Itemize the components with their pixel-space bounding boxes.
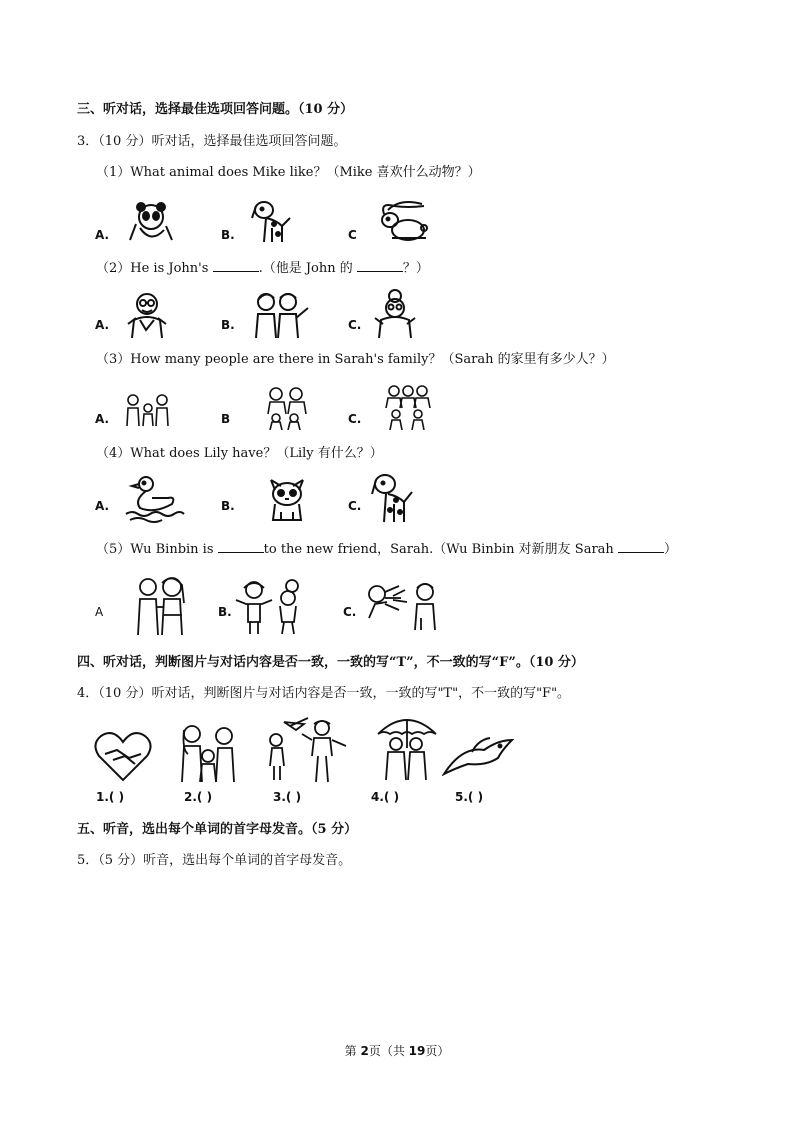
heart-hands-icon (93, 730, 153, 782)
option-c-label: C (348, 228, 357, 242)
answer-blank (213, 259, 259, 272)
section-heading-3: 三、听对话，选择最佳选项回答问题。（10 分） (77, 102, 354, 117)
page-footer (0, 1042, 794, 1059)
item-1-label: 1.( ) (96, 790, 125, 804)
question-5-text (96, 540, 677, 558)
option-b-label: B. (221, 318, 235, 332)
question-2-text-a: （2）He is John's (96, 261, 213, 276)
question-5-text-a: （5）Wu Binbin is (96, 542, 218, 557)
family-four-icon (262, 384, 312, 430)
footer-mid: 页（共 (368, 1044, 409, 1058)
option-c-label: C. (348, 412, 362, 426)
question-5-text-b: to the new friend，Sarah.（Wu Binbin 对新朋友 Sarah (263, 542, 618, 557)
question-2-text-c: ？） (402, 261, 429, 276)
panda-icon (128, 200, 174, 244)
option-b-label: B (221, 412, 231, 426)
cat-icon (265, 476, 309, 522)
question-1-text: （1）What animal does Mike like？（Mike 喜欢什么动物？） (96, 165, 481, 180)
people-talking-icon (262, 716, 352, 784)
question-instruction-5: 5．（5 分）听音，选出每个单词的首字母发音。 (77, 853, 352, 868)
page-total: 19 (408, 1044, 426, 1058)
option-c-label: C. (343, 605, 357, 619)
question-2-text-b: .（他是 John 的 (258, 261, 357, 276)
dog-icon (250, 198, 292, 244)
option-a-label: A. (95, 318, 110, 332)
option-c-label: C. (348, 499, 362, 513)
option-b-label: B. (221, 228, 235, 242)
footer-prefix: 第 (344, 1044, 361, 1058)
dog-icon (370, 472, 414, 524)
family-icon (178, 724, 240, 784)
grandma-icon (373, 288, 417, 338)
answer-blank (357, 259, 403, 272)
option-b-label: B. (218, 605, 232, 619)
father-icon (248, 290, 310, 338)
question-instruction-4: 4．（10 分）听对话，判断图片与对话内容是否一致，一致的写"T"，不一致的写"F"。 (77, 686, 571, 701)
family-five-icon (382, 384, 432, 430)
option-a-label: A. (95, 228, 110, 242)
question-4-text: （4）What does Lily have？（Lily 有什么？） (96, 446, 383, 461)
unfriendly-icon (365, 578, 445, 634)
item-4-label: 4.( ) (371, 790, 400, 804)
duck-icon (124, 474, 186, 524)
footer-suffix: 页） (425, 1044, 450, 1058)
option-a-label: A (95, 605, 104, 619)
question-5-text-c: ） (663, 542, 677, 557)
umbrella-icon (374, 712, 440, 784)
grandpa-icon (124, 290, 170, 338)
family-three-icon (124, 392, 170, 428)
question-instruction-3: 3．（10 分）听对话，选择最佳选项回答问题。 (77, 134, 347, 149)
option-a-label: A. (95, 499, 110, 513)
item-3-label: 3.( ) (273, 790, 302, 804)
question-3-text: （3）How many people are there in Sarah's family？（Sarah 的家里有多少人？） (96, 352, 615, 367)
page-number: 2 (360, 1044, 369, 1058)
section-heading-5: 五、听音，选出每个单词的首字母发音。（5 分） (77, 822, 358, 837)
friendly-icon (232, 578, 312, 636)
kind-icon (134, 575, 188, 637)
question-2-text (96, 259, 429, 277)
answer-blank (618, 540, 664, 553)
option-a-label: A. (95, 412, 110, 426)
option-c-label: C. (348, 318, 362, 332)
item-2-label: 2.( ) (184, 790, 213, 804)
rabbit-icon (378, 200, 430, 242)
answer-blank (218, 540, 264, 553)
option-b-label: B. (221, 499, 235, 513)
section-heading-4: 四、听对话，判断图片与对话内容是否一致，一致的写“T”，不一致的写“F”。（10 分） (77, 655, 584, 670)
bird-icon (442, 736, 514, 778)
item-5-label: 5.( ) (455, 790, 484, 804)
